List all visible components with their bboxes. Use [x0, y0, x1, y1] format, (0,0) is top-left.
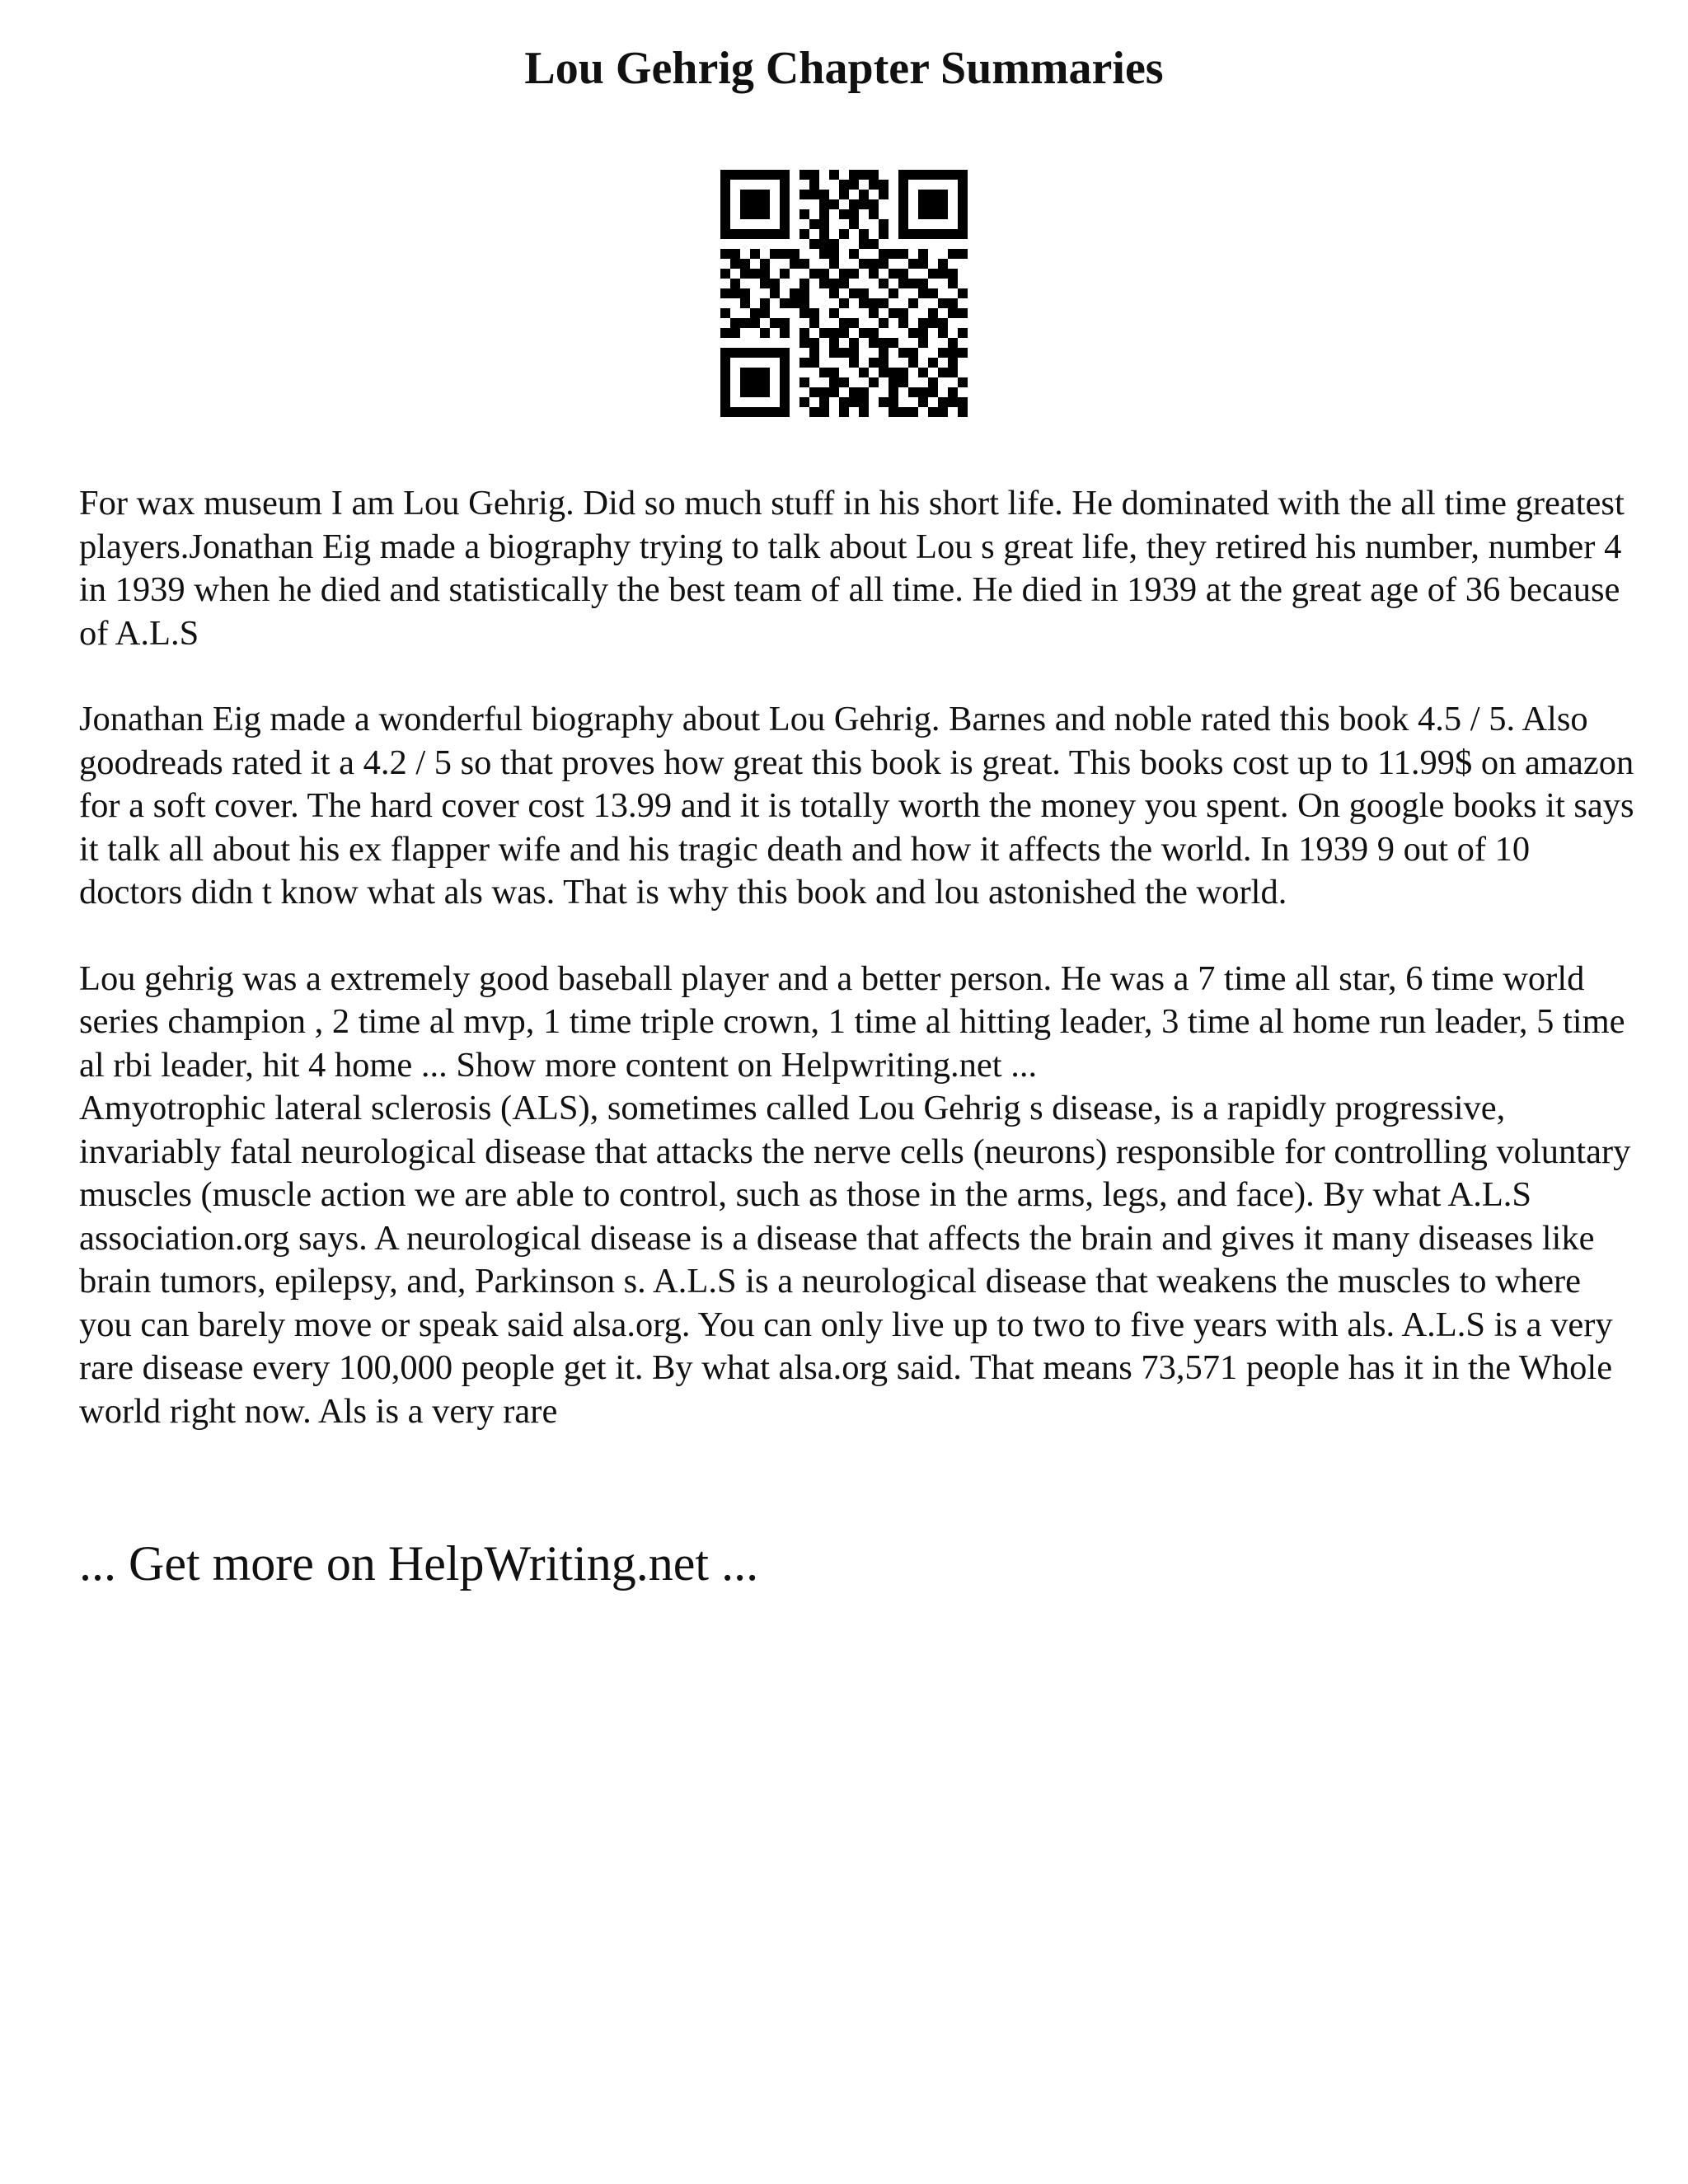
paragraph-1: For wax museum I am Lou Gehrig. Did so much stuff in his short life. He dominated with the all time greatest players.Jonathan Eig made a biography trying to talk about Lou s great life, they retired his number, number 4 in 1939 when he died and statistically the best team of all time. He died in 1939 at the great age of 36 because of A.L.S — [79, 484, 1625, 653]
paragraph-2: Jonathan Eig made a wonderful biography about Lou Gehrig. Barnes and noble rated this book 4.5 / 5. Also goodreads rated it a 4.2 / 5 so that proves how great this book is great. This books cost up to 11.99$ on amazon for a soft cover. The hard cover cost 13.99 and it is totally worth the money you spent. On google books it says it talk all about his ex flapper wife and his tragic death and how it affects the world. In 1939 9 out of 10 doctors didn t know what als was. That is why this book and lou astonished the world. — [79, 700, 1634, 912]
paragraph-3: Lou gehrig was a extremely good baseball player and a better person. He was a 7 time all star, 6 time world series champion , 2 time al mvp, 1 time triple crown, 1 time al hitting leader, 3 time al home run leader, 5 time al rbi leader, hit 4 home ... Show more content on Helpwriting.net ... — [79, 958, 1625, 1085]
paragraph-gap — [79, 915, 1637, 958]
article-body — [79, 482, 1637, 1433]
qr-code-icon — [720, 170, 968, 417]
paragraph-4: Amyotrophic lateral sclerosis (ALS), sometimes called Lou Gehrig s disease, is a rapidly progressive, invariably fatal neurological disease that attacks the nerve cells (neurons) responsible for controlling voluntary muscles (muscle action we are able to control, such as those in the arms, legs, and face). By what A.L.S association.org says. A neurological disease is a disease that affects the brain and gives it many diseases like brain tumors, epilepsy, and, Parkinson s. A.L.S is a neurological disease that weakens the muscles to where you can barely move or speak said alsa.org. You can only live up to two to five years with als. A.L.S is a very rare disease every 100,000 people get it. By what alsa.org said. That means 73,571 people has it in the Whole world right now. Als is a very rare — [79, 1089, 1631, 1431]
get-more-link[interactable]: ... Get more on HelpWriting.net ... — [79, 1536, 759, 1591]
page-title: Lou Gehrig Chapter Summaries — [524, 43, 1164, 94]
paragraph-gap — [79, 655, 1637, 698]
